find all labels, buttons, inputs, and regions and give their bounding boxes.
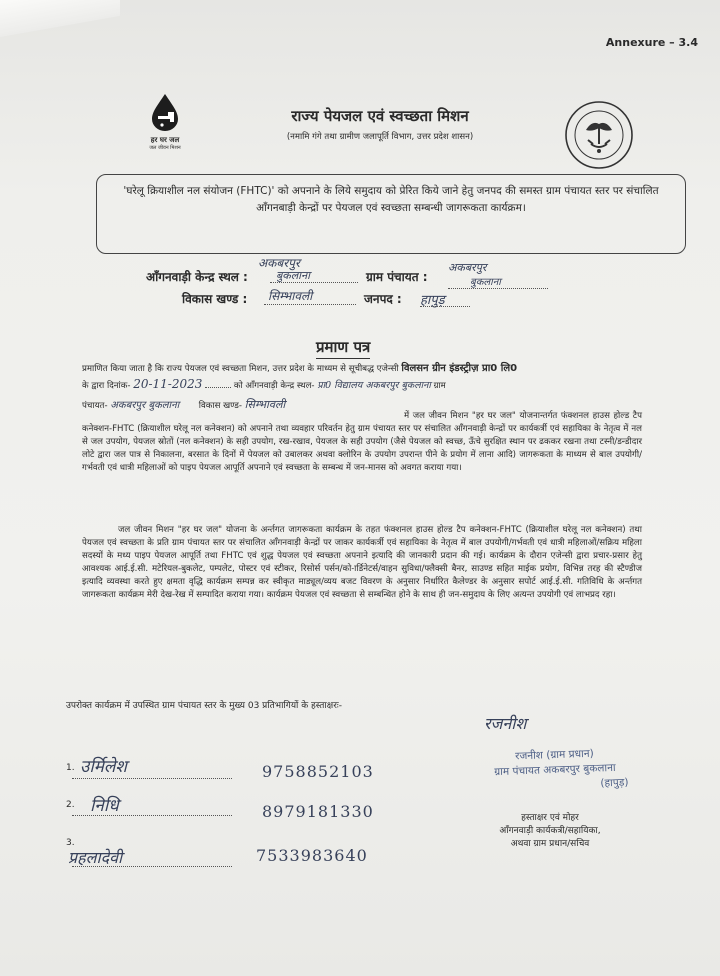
gram-pradhan-stamp bbox=[469, 745, 640, 796]
stamp-line1: रजनीश (ग्राम प्रधान) bbox=[514, 747, 594, 763]
page-curl bbox=[0, 0, 120, 40]
anganwadi-dotline bbox=[270, 282, 358, 283]
date-label: के द्वारा दिनांक- bbox=[82, 381, 131, 391]
para1-lead: प्रमाणित किया जाता है कि राज्य पेयजल एवं स्वच्छता मिशन, उत्तर प्रदेश के माध्यम से सूचीबद्ध एजेन्सी bbox=[82, 364, 399, 374]
participant-phone: 8979181330 bbox=[262, 802, 374, 821]
date-value: 20-11-2023 bbox=[133, 377, 203, 391]
participant-signature: निधि bbox=[90, 796, 119, 816]
subject-box: 'घरेलू क्रियाशील नल संयोजन (FHTC)' को अपनाने के लिये समुदाय को प्रेरित किये जाने हेतु जनपद की समस्त ग्राम पंचायत स्तर पर संचालित आँगनबाड़ी केन्द्रों पर पेयजल एवं स्वच्छता सम्बन्धी जागरूकता कार्यक्रम। bbox=[96, 174, 686, 254]
logo-caption: हर घर जल bbox=[150, 136, 180, 144]
signatory-line3: अथवा ग्राम प्रधान/सचिव bbox=[510, 839, 590, 849]
signatory-block bbox=[470, 812, 630, 851]
panchayat-value: अकबरपुर बुकलाना bbox=[110, 400, 180, 411]
janpad-dotline bbox=[420, 306, 470, 307]
gram-value-line2: बुकलाना bbox=[470, 277, 501, 288]
logo-subcaption: जल जीवन मिशन bbox=[149, 145, 181, 151]
signatory-line2: आँगनवाड़ी कार्यकत्री/सहायिका, bbox=[499, 826, 601, 836]
stamp-line2: ग्राम पंचायत अकबरपुर बुकलाना bbox=[494, 761, 616, 779]
participant-number: 1. bbox=[66, 763, 75, 773]
annexure-label: Annexure – 3.4 bbox=[605, 36, 698, 49]
organization-header bbox=[220, 106, 540, 142]
gram-panchayat-label: ग्राम पंचायत : bbox=[366, 270, 428, 284]
janpad-label: जनपद : bbox=[364, 292, 402, 306]
gram-dotline bbox=[448, 288, 548, 289]
at-label: को आँगनवाड़ी केन्द्र स्थल- bbox=[233, 381, 315, 391]
gram-word: ग्राम bbox=[433, 381, 446, 391]
participant-row bbox=[66, 800, 75, 810]
participant-number: 2. bbox=[66, 800, 75, 810]
block-value: सिम्भावली bbox=[244, 398, 286, 411]
gram-value-line1: अकबरपुर bbox=[448, 261, 487, 274]
para1-body: में जल जीवन मिशन "हर घर जल" योजनान्तर्गत फंक्शनल हाउस होल्ड टैप कनेक्शन-FHTC (क्रियाशील घरेलू नल कनेक्शन) को अपनाने तथा व्यवहार परिवर्तन हेतु ग्राम पंचायत स्तर पर संचालित आँगनवाड़ी केन्द्रों पर कार्यकर्त्री एवं सहायिका के नेतृत्व में नल से जल उपयोग, पेयजल स्रोतों (नल कनेक्शन) के सही उपयोग, रख-रखाव, पेयजल के सही उपयोग (जैसे पेयजल को स्वच्छ, ऊँचे सुरक्षित स्थान पर ढककर रखना तथा टस्नी/डन्डीदार लोटे द्वारा जल पात्र से निकालना, बरसात के दिनों में पेयजल को उबालकर अथवा क्लोरिन के उपयोग उपरान्त पीने के प्रयोग में लाना आदि) जागरूकता के माध्यम से बाल उपयोगी/गर्भवती एवं धात्री महिलाओं को पाइप पेयजल आपूर्ति अपनाने एवं स्वच्छता के सम्बन्ध में जन-मानस को अवगत कराया गया। bbox=[82, 411, 642, 473]
up-government-seal-icon bbox=[564, 100, 634, 170]
block-label: विकास खण्ड- bbox=[198, 401, 242, 411]
vikas-khand-value: सिम्भावली bbox=[268, 289, 313, 303]
anganwadi-value-line2: बुकलाना bbox=[276, 269, 310, 282]
har-ghar-jal-logo bbox=[126, 92, 204, 151]
participant-phone: 9758852103 bbox=[262, 762, 374, 781]
signature-dotline bbox=[72, 778, 232, 779]
date-dotline bbox=[205, 387, 231, 388]
participant-row bbox=[66, 763, 75, 773]
pradhan-signature: रजनीश bbox=[484, 714, 527, 733]
vikas-dotline bbox=[264, 304, 356, 305]
para2: जल जीवन मिशन "हर घर जल" योजना के अर्न्तगत जागरूकता कार्यक्रम के तहत फंक्शनल हाउस होल्ड टैप कनेक्शन-FHTC (क्रियाशील घरेलू नल कनेक्शन) तथा पेयजल एवं स्वच्छता के प्रति ग्राम पंचायत स्तर पर संचालित आँगनवाड़ी केन्द्रों पर जाकर कार्यकर्त्री एवं सहायिका के नेतृत्व में बाल उपयोगी/गर्भवती एवं धात्री महिलाओं/सक्रिय महिला सदस्यों के मध्य पाइप पेयजल आपूर्ति तथा FHTC एवं शुद्ध पेयजल एवं स्वच्छता अपनाने इत्यादि की जानकारी प्रदान की गई। कार्यक्रम के दौरान एजेन्सी द्वारा प्रचार-प्रसार हेतु आवश्यक आई.ई.सी. मटेरियल-बुकलेट, पम्पलेट, पोस्टर एवं स्टीकर, रिसोर्स पर्सन/को-ार्डिनेटर्स/वाहन सुविधा/फ्लैक्सी बैनर, साउण्ड सहित माईक प्रयोग, विभिन्न तरह की स्टैण्डीज इत्यादि व्यवस्था करते हुए क्षमता वृद्धि कार्यक्रम सम्पन्न कर स्वीकृत माड्यूल/व्यय बजट विवरण के अनुसार निर्धारित कैलेण्डर के अनुसार सपोर्ट आई.ई.सी. गतिविधि के अर्न्तगत जागरूकता कार्यक्रम मेरी देख-रेख में सम्पादित कराया गया। कार्यक्रम पेयजल एवं स्वच्छता से सम्बन्धित होने के साथ ही जन-समुदाय के लिए अत्यन्त उपयोगी एवं लाभप्रद रहा। bbox=[82, 525, 642, 600]
anganwadi-label: आँगनवाड़ी केन्द्र स्थल : bbox=[146, 270, 248, 284]
stamp-line3: (हापुड़) bbox=[600, 776, 629, 790]
anganwadi-value-line1: अकबरपुर bbox=[258, 256, 300, 270]
para3: उपरोक्त कार्यक्रम में उपस्थित ग्राम पंचायत स्तर के मुख्य 03 प्रतिभागियों के हस्ताक्षरः- bbox=[66, 701, 342, 711]
signatory-line1: हस्ताक्षर एवं मोहर bbox=[521, 813, 579, 823]
signature-dotline bbox=[72, 866, 232, 867]
org-subtitle: (नमामि गंगे तथा ग्रामीण जलापूर्ति विभाग, उत्तर प्रदेश शासन) bbox=[286, 132, 474, 142]
agency-name: विलसन ग्रीन इंडस्ट्रीज़ प्रा0 लि0 bbox=[401, 363, 518, 374]
participant-phone: 7533983640 bbox=[256, 846, 368, 865]
para1-lead-line bbox=[82, 362, 642, 376]
signature-dotline bbox=[72, 815, 232, 816]
participant-signature: उर्मिलेश bbox=[80, 757, 127, 777]
para1-date-line bbox=[82, 378, 642, 393]
participant-number: 3. bbox=[66, 838, 75, 848]
participant-signature: प्रहलादेवी bbox=[68, 848, 123, 867]
certificate-heading: प्रमाण पत्र bbox=[316, 337, 370, 359]
at-value: प्रा0 विद्यालय अकबरपुर बुकलाना bbox=[317, 380, 431, 391]
janpad-value: हापुड़ bbox=[420, 293, 445, 308]
vikas-khand-label: विकास खण्ड : bbox=[182, 292, 248, 306]
water-drop-icon bbox=[148, 92, 182, 132]
panchayat-label: पंचायत- bbox=[82, 401, 108, 411]
org-title: राज्य पेयजल एवं स्वच्छता मिशन bbox=[291, 107, 469, 125]
